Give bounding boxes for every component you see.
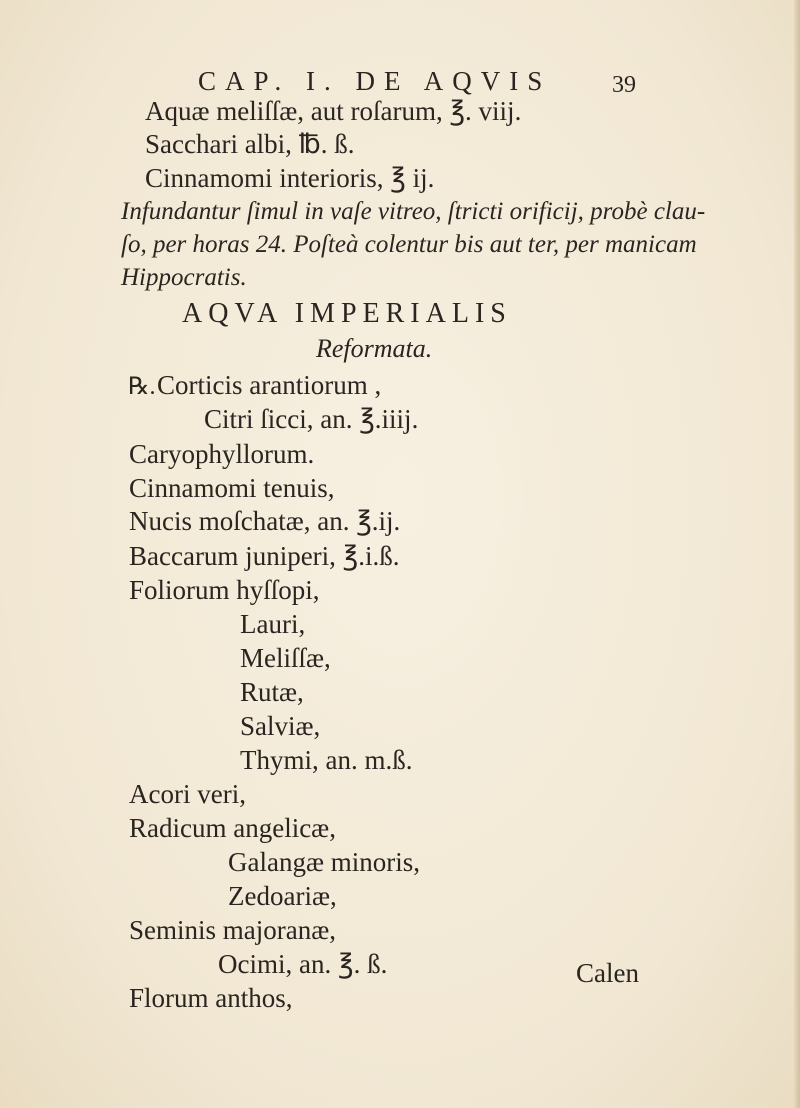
ingredient-line: Acori veri, [129,779,246,809]
ingredient-line: Zedoariæ, [228,881,337,911]
section-title: AQVA IMPERIALIS [182,298,512,329]
section-subtitle: Reformata. [316,334,433,363]
ingredient-line: Baccarum juniperi, ℥.i.ß. [129,541,400,571]
catchword: Calen [576,958,639,988]
ingredient-line: Rutæ, [240,677,304,707]
recipe-line: Aquæ meliſſæ, aut roſarum, ℥. viij. [145,96,522,126]
ingredient-line: Seminis majoranæ, [129,915,336,945]
ingredient-line: Thymi, an. m.ß. [240,745,413,775]
ingredient-line: Ocimi, an. ℥. ß. [218,949,388,979]
ingredient-line: Galangæ minoris, [228,847,420,877]
ingredient-line: Radicum angelicæ, [129,813,336,843]
recipe-line: Cinnamomi interioris, ℥ ij. [145,163,435,193]
ingredient-line: Cinnamomi tenuis, [129,473,335,503]
ingredient-line: Lauri, [240,609,306,639]
ingredient-line: Meliſſæ, [240,643,331,673]
ingredient-line: Salviæ, [240,711,321,741]
ingredient-line: Foliorum hyſſopi, [129,575,320,605]
running-title: CAP. I. DE AQVIS [198,66,552,96]
instruction-line: Hippocratis. [121,264,247,291]
ingredient-line: Caryophyllorum. [129,439,315,469]
ingredient-line: Nucis moſchatæ, an. ℥.ij. [129,506,401,536]
ingredient-line: Corticis arantiorum , [157,370,382,400]
page-edge [794,0,800,1108]
page-number: 39 [612,72,636,98]
instruction-line: ſo, per horas 24. Poſteà colentur bis aut ter, per manicam [121,231,697,258]
ingredient-line: Florum anthos, [129,983,293,1013]
recipe-symbol: ℞. [128,374,156,400]
ingredient-line: Citri ſicci, an. ℥.iiij. [204,404,419,434]
recipe-line: Sacchari albi, ℔. ß. [145,129,355,159]
instruction-line: Infundantur ſimul in vaſe vitreo, ſtricti orificij, probè clau- [121,198,706,225]
